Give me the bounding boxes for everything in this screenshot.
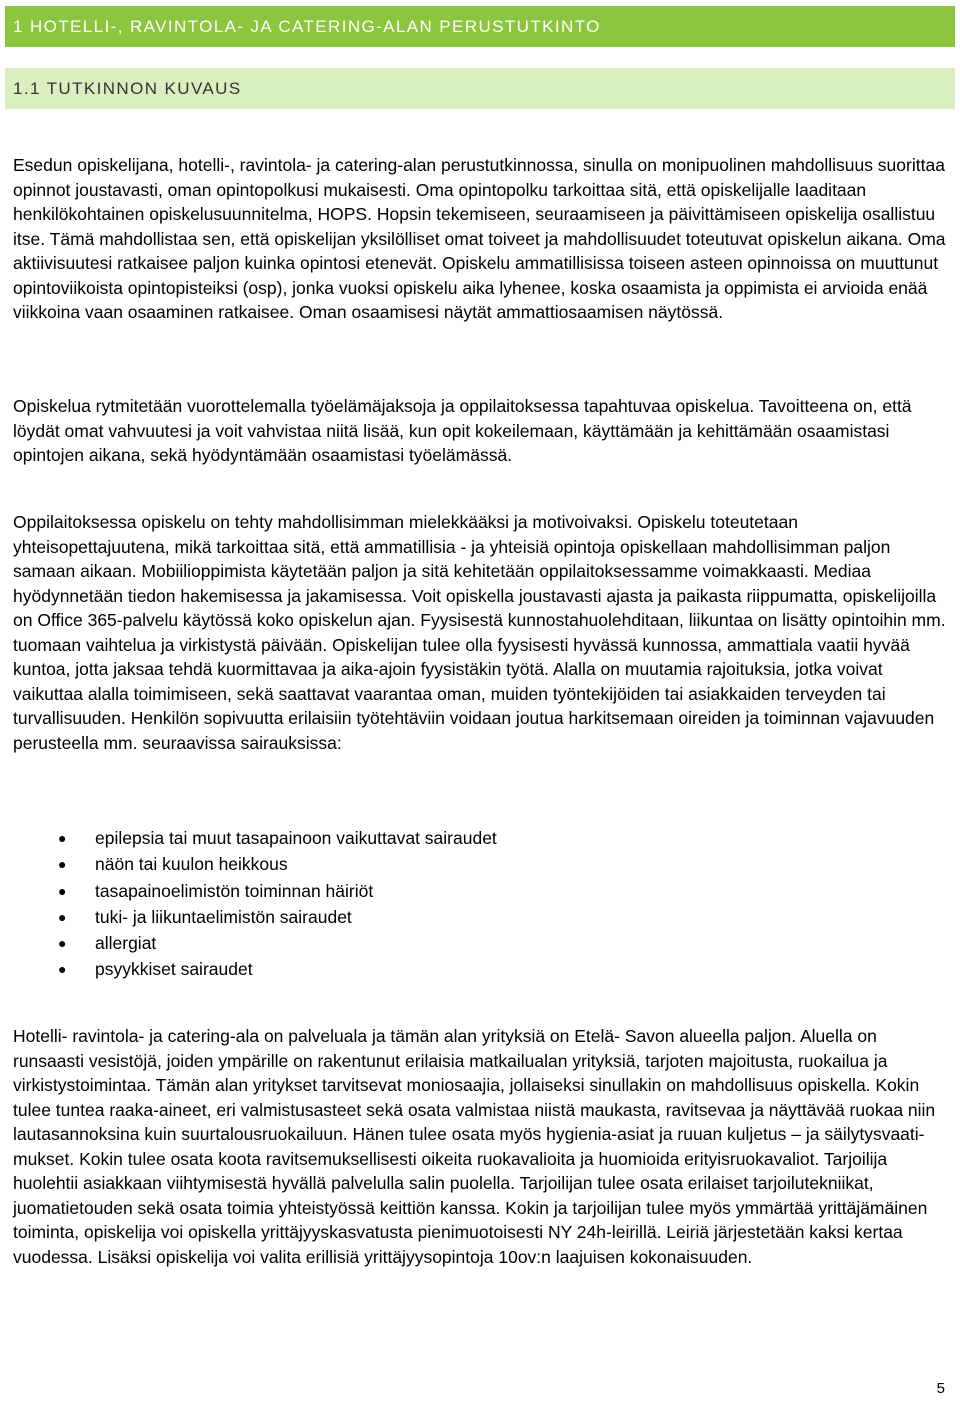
paragraph-studies: Oppilaitoksessa opiskelu on tehty mahdollisimman mielekkääksi ja motivoivaksi. Opiskelu toteutetaan yhteisopettajuutena, mikä tarkoittaa sitä, että ammatillisia - ja yhteisiä opintoja opiskellaan mahdollisimman paljon samaan aikaan. Mobiilioppimista käytetään paljon ja sitä kehitetään oppilaitoksessamme voimakkaasti. Mediaa hyödynnetään tiedon hakemisessa ja jakamisessa. Voit opiskella joustavasti ajasta ja paikasta riippumatta, opiskelijoilla on Office 365-palvelu käytössä koko opiskelun ajan. Fyysisestä kunnostahuolehditaan, liikuntaa on lisätty opintoihin mm. tuomaan vaihtelua ja virkistystä päivään. Opiskelijan tulee olla fyysisesti hyvässä kunnossa, ammattiala vaatii hyvää kuntoa, jotta jaksaa tehdä kuormittavaa ja aika-ajoin fyysistäkin työtä. Alalla on muutamia rajoituksia, jotka voivat vaikuttaa alalla toimimiseen, sekä saattavat vaarantaa oman, muiden työntekijöiden tai asiakkaiden terveyden tai turvallisuuden. Henkilön sopivuutta erilaisiin työtehtäviin voidaan joutua harkitsemaan oireiden ja toiminnan vajavuuden perusteella mm. seuraavissa sairauksissa: <box>13 512 946 753</box>
list-item <box>0 825 497 851</box>
bullet-icon: ● <box>58 830 67 846</box>
list-item-text: epilepsia tai muut tasapainoon vaikuttavat sairaudet <box>95 828 497 848</box>
list-item <box>0 851 497 877</box>
list-item <box>0 904 497 930</box>
section-heading: 1.1 TUTKINNON KUVAUS <box>5 68 955 109</box>
paragraph-intro: Esedun opiskelijana, hotelli-, ravintola- ja catering-alan perustutkinnossa, sinulla on monipuolinen mahdollisuus suorittaa opinnot joustavasti, oman opintopolkusi mukaisesti. Oma opintopolku tarkoittaa sitä, että opiskelijalle laaditaan henkilökohtainen opiskelusuunnitelma, HOPS. Hopsin tekemiseen, seuraamiseen ja päivittämiseen opiskelija osallistuu itse. Tämä mahdollistaa sen, että opiskelijan yksilölliset omat toiveet ja mahdollisuudet toteutuvat opiskelun aikana. Oma aktiivisuutesi ratkaisee paljon kuinka opintosi etenevät. Opiskelu ammatillisissa toiseen asteen opinnoissa on muuttunut opintoviikoista opintopisteiksi (osp), jonka vuoksi opiskelu aika lyhenee, koska osaamista ja oppimista ei arvioida enää viikkoina vaan osaaminen ratkaisee. Oman osaamisesi näytät ammattiosaamisen näytössä. <box>13 155 946 322</box>
paragraph-industry: Hotelli- ravintola- ja catering-ala on palveluala ja tämän alan yrityksiä on Etelä- Savon alueella paljon. Aluella on runsaasti vesistöjä, joiden ympärille on rakentunut erilaisia matkailualan yrityksiä, tarjoten majoitusta, ruokailua ja virkistystoimintaa. Tämän alan yritykset tarvitsevat moniosaajia, jollaiseksi sinullakin on mahdollisuus opiskella. Kokin tulee tuntea raaka-aineet, eri valmistusasteet sekä osata valmistaa niistä maukasta, ravitsevaa ja näyttävää ruokaa niin lautasannoksina kuin suurtalousruokailuun. Hänen tulee osata myös hygienia-asiat ja ruuan kuljetus – ja säilytysvaatimukset. Kokin tulee osata koota ravitsemuksellisesti oikeita ruokavalioita ja huomioida erityisruokavaliot. Tarjoilija huolehtii asiakkaan viihtymisestä hyvällä palvelulla salin puolella. Tarjoilijan tulee osata erilaiset tarjoilutekniikat, juomatietouden sekä osata toimia yhteistyössä keittiön kanssa. Kokin ja tarjoilijan tulee myös ymmärtää yrittäjämäinen toiminta, opiskelija voi opiskella yrittäjyyskasvatusta pienimuotoisesti NY 24h-leirillä. Leiriä järjestetään kaksi kertaa vuodessa. Lisäksi opiskelija voi valita erillisiä yrittäjyysopintoja 10ov:n laajuisen kokonaisuuden. <box>13 1026 936 1267</box>
list-item-text: allergiat <box>95 933 157 954</box>
list-item-text: näön tai kuulon heikkous <box>95 854 288 875</box>
list-item <box>0 956 497 982</box>
conditions-list <box>0 825 497 983</box>
bullet-icon: ● <box>58 935 67 952</box>
list-item-text: tuki- ja liikuntaelimistön sairaudet <box>95 906 352 927</box>
list-item-text: psyykkiset sairaudet <box>95 959 253 980</box>
list-item <box>0 930 497 956</box>
page-number: 5 <box>936 1380 945 1397</box>
bullet-icon: ● <box>58 908 67 925</box>
chapter-heading: 1 HOTELLI-, RAVINTOLA- JA CATERING-ALAN PERUSTUTKINTO <box>5 6 955 47</box>
paragraph-rhythm: Opiskelua rytmitetään vuorottelemalla työelämäjaksoja ja oppilaitoksessa tapahtuvaa opiskelua. Tavoitteena on, että löydät omat vahvuutesi ja voit vahvistaa niitä lisää, kun opit kokeilemaan, käyttämään ja kehittämään osaamistasi opintojen aikana, sekä hyödyntämään osaamistasi työelämässä. <box>13 396 912 465</box>
list-item-text: tasapainoelimistön toiminnan häiriöt <box>95 880 374 901</box>
bullet-icon: ● <box>58 961 67 978</box>
bullet-icon: ● <box>58 856 67 873</box>
list-item <box>0 878 497 904</box>
bullet-icon: ● <box>58 882 67 899</box>
